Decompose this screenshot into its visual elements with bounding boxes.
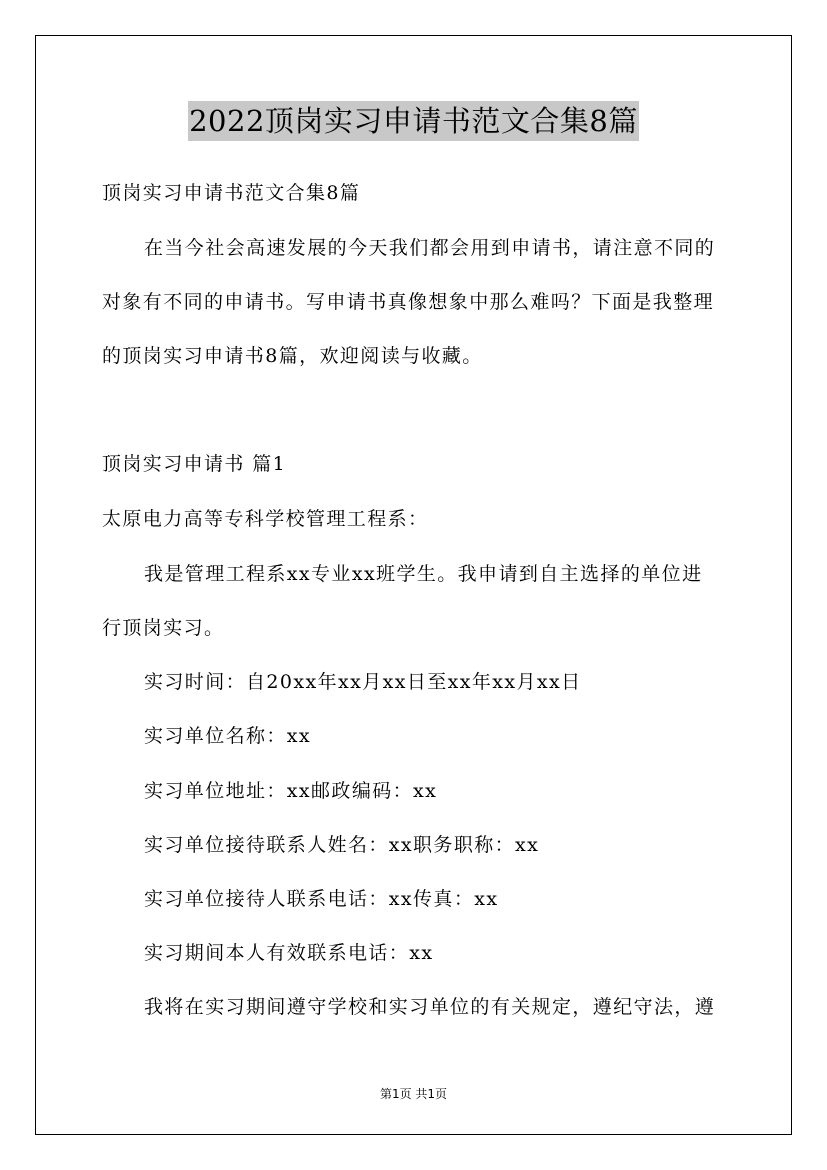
intro-line-3: 的顶岗实习申请书8篇，欢迎阅读与收藏。 xyxy=(102,345,483,367)
title-container xyxy=(0,101,827,141)
body-line-1: 我是管理工程系xx专业xx班学生。我申请到自主选择的单位进 xyxy=(144,563,703,585)
body-line-4: 实习单位名称：xx xyxy=(144,725,312,747)
intro-line-1: 在当今社会高速发展的今天我们都会用到申请书，请注意不同的 xyxy=(144,237,716,259)
body-line-6: 实习单位接待联系人姓名：xx职务职称：xx xyxy=(144,834,540,856)
document-title: 2022顶岗实习申请书范文合集8篇 xyxy=(188,101,639,141)
body-line-8: 实习期间本人有效联系电话：xx xyxy=(144,942,434,964)
body-line-9: 我将在实习期间遵守学校和实习单位的有关规定，遵纪守法，遵 xyxy=(144,996,716,1018)
body-line-2: 行顶岗实习。 xyxy=(102,617,225,639)
document-subtitle: 顶岗实习申请书范文合集8篇 xyxy=(102,182,361,204)
body-line-3: 实习时间：自20xx年xx月xx日至xx年xx月xx日 xyxy=(144,671,582,693)
intro-line-2: 对象有不同的申请书。写申请书真像想象中那么难吗？下面是我整理 xyxy=(102,291,715,313)
body-line-5: 实习单位地址：xx邮政编码：xx xyxy=(144,780,438,802)
page-footer: 第1页 共1页 xyxy=(379,1087,448,1101)
addressee: 太原电力高等专科学校管理工程系： xyxy=(102,508,429,530)
section-heading: 顶岗实习申请书 篇1 xyxy=(102,453,287,475)
body-line-7: 实习单位接待人联系电话：xx传真：xx xyxy=(144,888,499,910)
